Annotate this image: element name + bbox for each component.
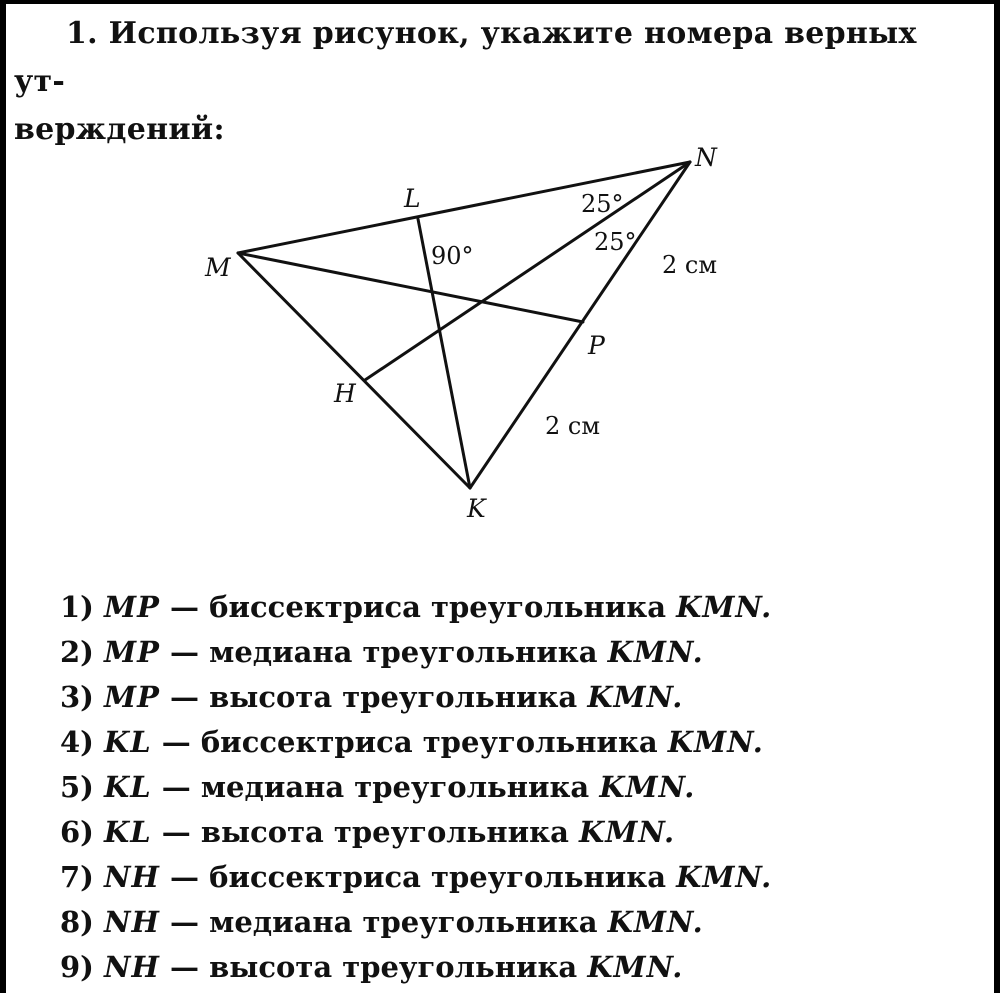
statement-dash: — [170, 590, 200, 624]
statement-dash: — [170, 680, 200, 714]
statement-item [60, 720, 772, 765]
statement-dash: — [170, 950, 200, 984]
statement-text: медиана треугольника [200, 770, 590, 804]
vertex-label-N: N [695, 143, 717, 172]
statement-text: высота треугольника [200, 815, 569, 849]
statement-segment: MP [104, 635, 160, 669]
statement-text: биссектриса треугольника [209, 860, 666, 894]
task-text-line2: верждений: [14, 112, 225, 147]
statement-dash: — [170, 860, 200, 894]
statement-number: 9) [60, 950, 94, 984]
statement-text: высота треугольника [209, 950, 578, 984]
statement-dash: — [170, 905, 200, 939]
statement-number: 6) [60, 815, 94, 849]
statement-text: медиана треугольника [209, 905, 598, 939]
statement-item [60, 585, 772, 630]
statement-number: 7) [60, 860, 94, 894]
statement-segment: KL [104, 770, 152, 804]
statement-number: 8) [60, 905, 94, 939]
statement-segment: MP [104, 680, 160, 714]
statement-triangle: KMN. [607, 905, 704, 939]
statement-text: высота треугольника [209, 680, 578, 714]
vertex-label-M: M [205, 253, 231, 282]
angle-label-25-lower: 25° [594, 228, 637, 256]
statement-dash: — [161, 725, 191, 759]
statement-number: 4) [60, 725, 94, 759]
statement-triangle: KMN. [599, 770, 696, 804]
statement-number: 5) [60, 770, 94, 804]
length-label-PK: 2 см [545, 412, 601, 440]
statement-list [60, 585, 772, 990]
statement-triangle: KMN. [579, 815, 676, 849]
statement-triangle: KMN. [607, 635, 704, 669]
angle-label-25-upper: 25° [581, 190, 624, 218]
statement-segment: NH [104, 950, 160, 984]
vertex-label-P: P [588, 331, 605, 360]
statement-item [60, 765, 772, 810]
statement-segment: MP [104, 590, 160, 624]
statement-number: 2) [60, 635, 94, 669]
angle-label-90: 90° [431, 242, 474, 270]
length-label-NP: 2 см [662, 251, 718, 279]
statement-dash: — [161, 815, 191, 849]
statement-triangle: KMN. [587, 950, 684, 984]
statement-number: 1) [60, 590, 94, 624]
statement-segment: NH [104, 860, 160, 894]
statement-triangle: KMN. [676, 590, 773, 624]
statement-segment: KL [104, 725, 152, 759]
vertex-label-L: L [404, 184, 421, 213]
side-MK [238, 253, 470, 488]
statement-text: медиана треугольника [209, 635, 598, 669]
statement-item [60, 675, 772, 720]
task-number: 1. [66, 16, 98, 51]
statement-segment: NH [104, 905, 160, 939]
statement-triangle: KMN. [667, 725, 764, 759]
statement-dash: — [170, 635, 200, 669]
task-text-line1: Используя рисунок, укажите номера верных ут- [14, 16, 917, 99]
statement-text: биссектриса треугольника [200, 725, 658, 759]
statement-triangle: KMN. [587, 680, 684, 714]
vertex-label-K: K [467, 494, 486, 523]
statement-segment: KL [104, 815, 152, 849]
statement-item [60, 810, 772, 855]
segment-MP [238, 253, 583, 322]
vertex-label-H: H [334, 379, 356, 408]
statement-dash: — [161, 770, 191, 804]
statement-item [60, 630, 772, 675]
statement-item [60, 900, 772, 945]
statement-item [60, 945, 772, 990]
statement-triangle: KMN. [676, 860, 773, 894]
statement-text: биссектриса треугольника [209, 590, 666, 624]
statement-item [60, 855, 772, 900]
statement-number: 3) [60, 680, 94, 714]
